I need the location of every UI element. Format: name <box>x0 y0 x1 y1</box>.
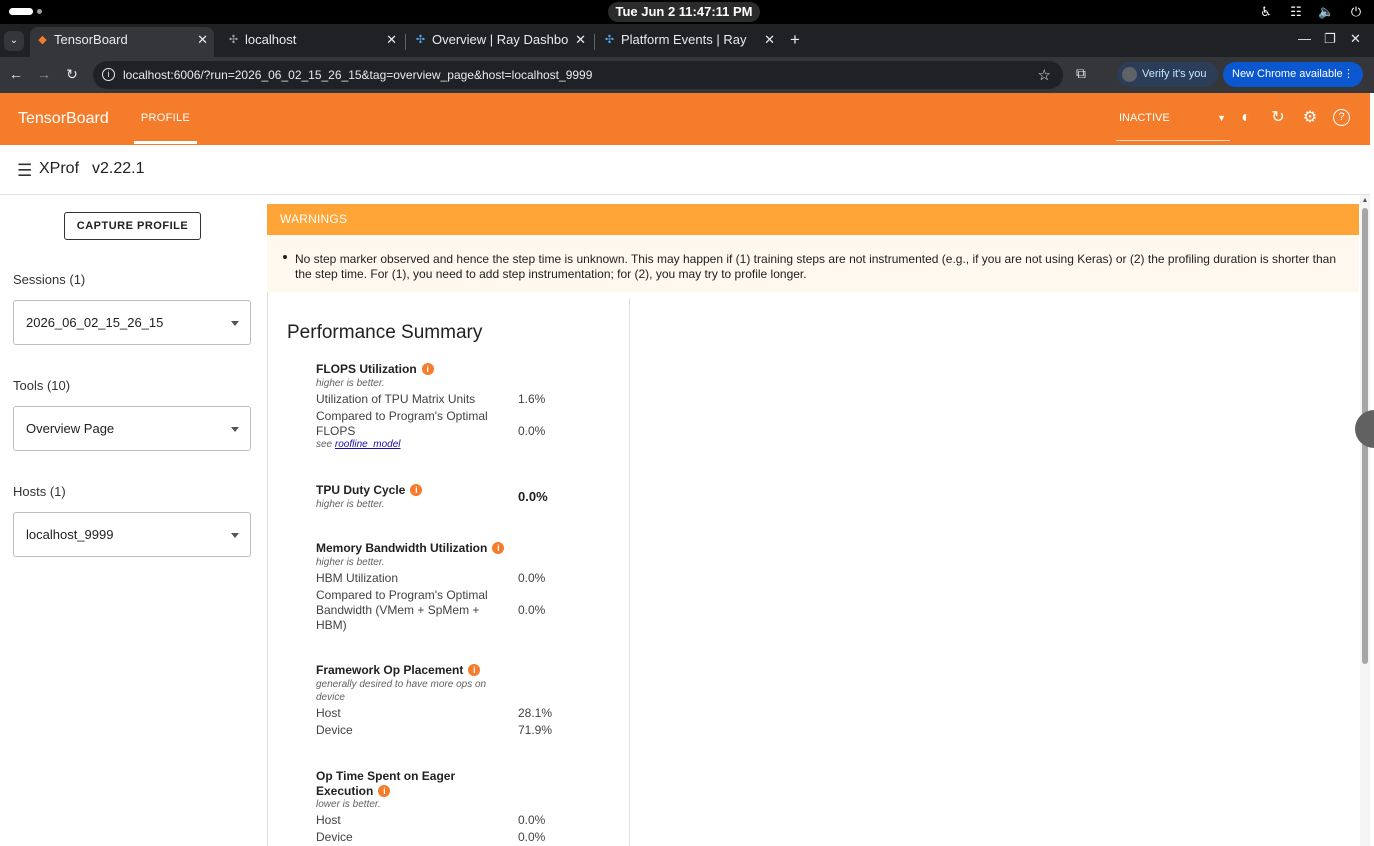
bullet <box>283 255 287 259</box>
more-menu-icon[interactable]: ⋮ <box>1343 68 1354 80</box>
tab-label: localhost <box>245 32 297 47</box>
scroll-up-icon[interactable]: ▲ <box>1361 197 1369 204</box>
update-label: New Chrome available <box>1232 68 1343 80</box>
ray-favicon-icon: ✣ <box>415 34 426 46</box>
eager-device-label: Device <box>316 830 353 844</box>
memory-bandwidth-title <box>316 541 504 555</box>
url-text[interactable]: localhost:6006/?run=2026_06_02_15_26_15&tag=overview_page&host=localhost_9999 <box>123 68 593 82</box>
hamburger-menu-icon[interactable]: ☰ <box>17 161 33 180</box>
tpu-duty-cycle-title <box>316 483 422 497</box>
xprof-version: v2.22.1 <box>92 160 145 177</box>
op-placement-title <box>316 663 480 677</box>
see-text: see <box>316 439 333 450</box>
dropdown-arrow-icon <box>231 321 239 326</box>
reload-icon[interactable]: ↻ <box>66 66 78 82</box>
eager-execution-title-cont <box>316 784 390 798</box>
tab-search-icon[interactable]: ⌄ <box>4 31 24 51</box>
avatar <box>1122 67 1137 82</box>
chevron-down-icon: ▼ <box>1217 113 1226 123</box>
volume-icon[interactable]: 🔈 <box>1318 4 1335 19</box>
flops-optimal-value: 0.0% <box>518 424 546 438</box>
info-icon[interactable]: i <box>468 664 480 676</box>
bookmark-star-icon[interactable]: ☆ <box>1037 67 1051 84</box>
capture-profile-button[interactable]: CAPTURE PROFILE <box>64 212 201 240</box>
system-clock[interactable]: Tue Jun 2 11:47:11 PM <box>608 2 760 22</box>
placement-host-label: Host <box>316 706 341 720</box>
flops-utilization-title <box>316 362 434 376</box>
active-tab-indicator <box>134 141 197 144</box>
roofline-see <box>316 439 401 450</box>
eager-hint: lower is better. <box>316 799 381 810</box>
flops-hint: higher is better. <box>316 378 385 389</box>
tab-ray-platform-events[interactable] <box>597 27 781 57</box>
update-chrome-button[interactable] <box>1223 62 1363 87</box>
refresh-icon[interactable]: ↻ <box>1271 109 1285 126</box>
new-tab-icon[interactable]: + <box>790 30 800 49</box>
back-icon[interactable]: ← <box>9 66 23 82</box>
placement-device-label: Device <box>316 723 353 737</box>
info-icon[interactable]: i <box>422 363 434 375</box>
system-tray <box>1258 3 1364 21</box>
tensorboard-favicon-icon: ◆ <box>38 34 47 46</box>
bandwidth-label-cont2: HBM) <box>316 618 347 632</box>
close-window-icon[interactable]: ✕ <box>1350 31 1361 46</box>
placement-device-value: 71.9% <box>518 723 553 737</box>
tab-close-icon[interactable]: ✕ <box>764 32 775 47</box>
memory-hint: higher is better. <box>316 557 385 568</box>
tab-close-icon[interactable]: ✕ <box>575 32 586 47</box>
tab-separator <box>405 34 406 50</box>
address-bar[interactable] <box>93 61 1063 89</box>
tab-localhost[interactable] <box>221 27 403 57</box>
site-info-icon[interactable]: i <box>102 68 115 81</box>
flops-row-label: Utilization of TPU Matrix Units <box>316 392 476 406</box>
sessions-select[interactable] <box>13 300 251 345</box>
warnings-body <box>267 235 1359 292</box>
app-title: TensorBoard <box>18 110 109 127</box>
placement-host-value: 28.1% <box>518 706 553 720</box>
power-icon[interactable]: ⏻ <box>1350 4 1362 19</box>
warning-message: No step marker observed and hence the step time is unknown. This may happen if (1) training steps are not instrumented (e.g., if you are not using Keras) or (2) the profiling duration is shorter than the step time. For (1), you need to add step instrumentation; for (2), you may try to profile longer. <box>295 252 1336 281</box>
tab-tensorboard[interactable] <box>30 27 214 57</box>
tab-close-icon[interactable]: ✕ <box>386 32 397 47</box>
tools-label: Tools (10) <box>13 378 71 393</box>
dropdown-arrow-icon <box>231 533 239 538</box>
forward-icon[interactable]: → <box>37 66 51 82</box>
duty-hint: higher is better. <box>316 499 385 510</box>
hbm-value: 0.0% <box>518 571 546 585</box>
divider <box>267 292 268 846</box>
performance-summary-title: Performance Summary <box>287 322 483 343</box>
eager-host-value: 0.0% <box>518 813 546 827</box>
tab-label: TensorBoard <box>54 32 128 47</box>
restore-icon[interactable]: ❐ <box>1324 31 1336 46</box>
plugin-selector[interactable] <box>1116 93 1230 141</box>
flops-optimal-label: Compared to Program's Optimal <box>316 409 488 423</box>
tab-label: Platform Events | Ray <box>621 32 747 47</box>
tools-value: Overview Page <box>26 421 115 436</box>
verify-profile-button[interactable] <box>1117 62 1218 87</box>
roofline-model-link[interactable]: roofline_model <box>334 439 401 450</box>
eager-execution-title <box>316 769 455 783</box>
hosts-value: localhost_9999 <box>26 527 114 542</box>
plugin-selector-value: INACTIVE <box>1119 112 1170 124</box>
overview-page <box>267 195 1359 846</box>
settings-gear-icon[interactable]: ⚙ <box>1302 109 1318 126</box>
verify-label: Verify it's you <box>1142 68 1207 80</box>
help-icon[interactable]: ? <box>1333 109 1350 126</box>
flops-row-value: 1.6% <box>518 392 546 406</box>
tab-separator <box>594 34 595 50</box>
ray-favicon-icon: ✣ <box>604 34 615 46</box>
sessions-value: 2026_06_02_15_26_15 <box>26 315 164 330</box>
os-top-bar <box>0 0 1374 24</box>
minimize-icon[interactable]: — <box>1298 31 1311 46</box>
bandwidth-label-cont: Bandwidth (VMem + SpMem + <box>316 603 480 617</box>
metric-title-text: Execution <box>316 784 374 798</box>
flops-optimal-label-cont: FLOPS <box>316 424 356 438</box>
tab-ray-overview[interactable] <box>408 27 592 57</box>
tools-select[interactable] <box>13 406 251 451</box>
bandwidth-label: Compared to Program's Optimal <box>316 588 488 602</box>
browser-tab-strip <box>0 24 1374 57</box>
metric-title-text: TPU Duty Cycle <box>316 483 406 497</box>
tab-close-icon[interactable]: ✕ <box>197 32 208 47</box>
sessions-label: Sessions (1) <box>13 272 86 287</box>
hosts-label: Hosts (1) <box>13 484 66 499</box>
warnings-header: WARNINGS <box>267 204 1359 235</box>
divider <box>629 298 630 846</box>
metric-title-text: FLOPS Utilization <box>316 362 417 376</box>
info-icon[interactable]: i <box>378 785 390 797</box>
tab-label: Overview | Ray Dashbo <box>432 32 569 47</box>
hosts-select[interactable] <box>13 512 251 557</box>
placement-hint-cont: device <box>316 692 345 703</box>
placement-hint: generally desired to have more ops on <box>316 679 487 690</box>
tab-profile[interactable]: PROFILE <box>140 112 191 124</box>
metric-title-text: Op Time Spent on Eager <box>316 769 456 783</box>
dropdown-arrow-icon <box>231 427 239 432</box>
duty-value: 0.0% <box>518 489 548 504</box>
info-icon[interactable]: i <box>492 542 504 554</box>
xprof-header <box>0 145 1370 195</box>
eager-host-label: Host <box>316 813 341 827</box>
workspace-dot[interactable] <box>37 9 42 14</box>
eager-device-value: 0.0% <box>518 830 546 844</box>
info-icon[interactable]: i <box>410 484 422 496</box>
globe-favicon-icon: ✣ <box>228 34 239 46</box>
extensions-icon[interactable]: ⧉ <box>1076 65 1086 81</box>
metric-title-text: Memory Bandwidth Utilization <box>316 541 488 555</box>
network-icon[interactable]: ☷ <box>1290 4 1302 19</box>
hbm-label: HBM Utilization <box>316 571 399 585</box>
workspace-indicator[interactable] <box>9 8 33 15</box>
theme-toggle-icon[interactable]: ◐ <box>1241 109 1251 126</box>
xprof-title: XProf <box>39 160 80 177</box>
metric-title-text: Framework Op Placement <box>316 663 464 677</box>
accessibility-icon[interactable]: ♿ <box>1260 4 1272 19</box>
bandwidth-value: 0.0% <box>518 603 546 617</box>
